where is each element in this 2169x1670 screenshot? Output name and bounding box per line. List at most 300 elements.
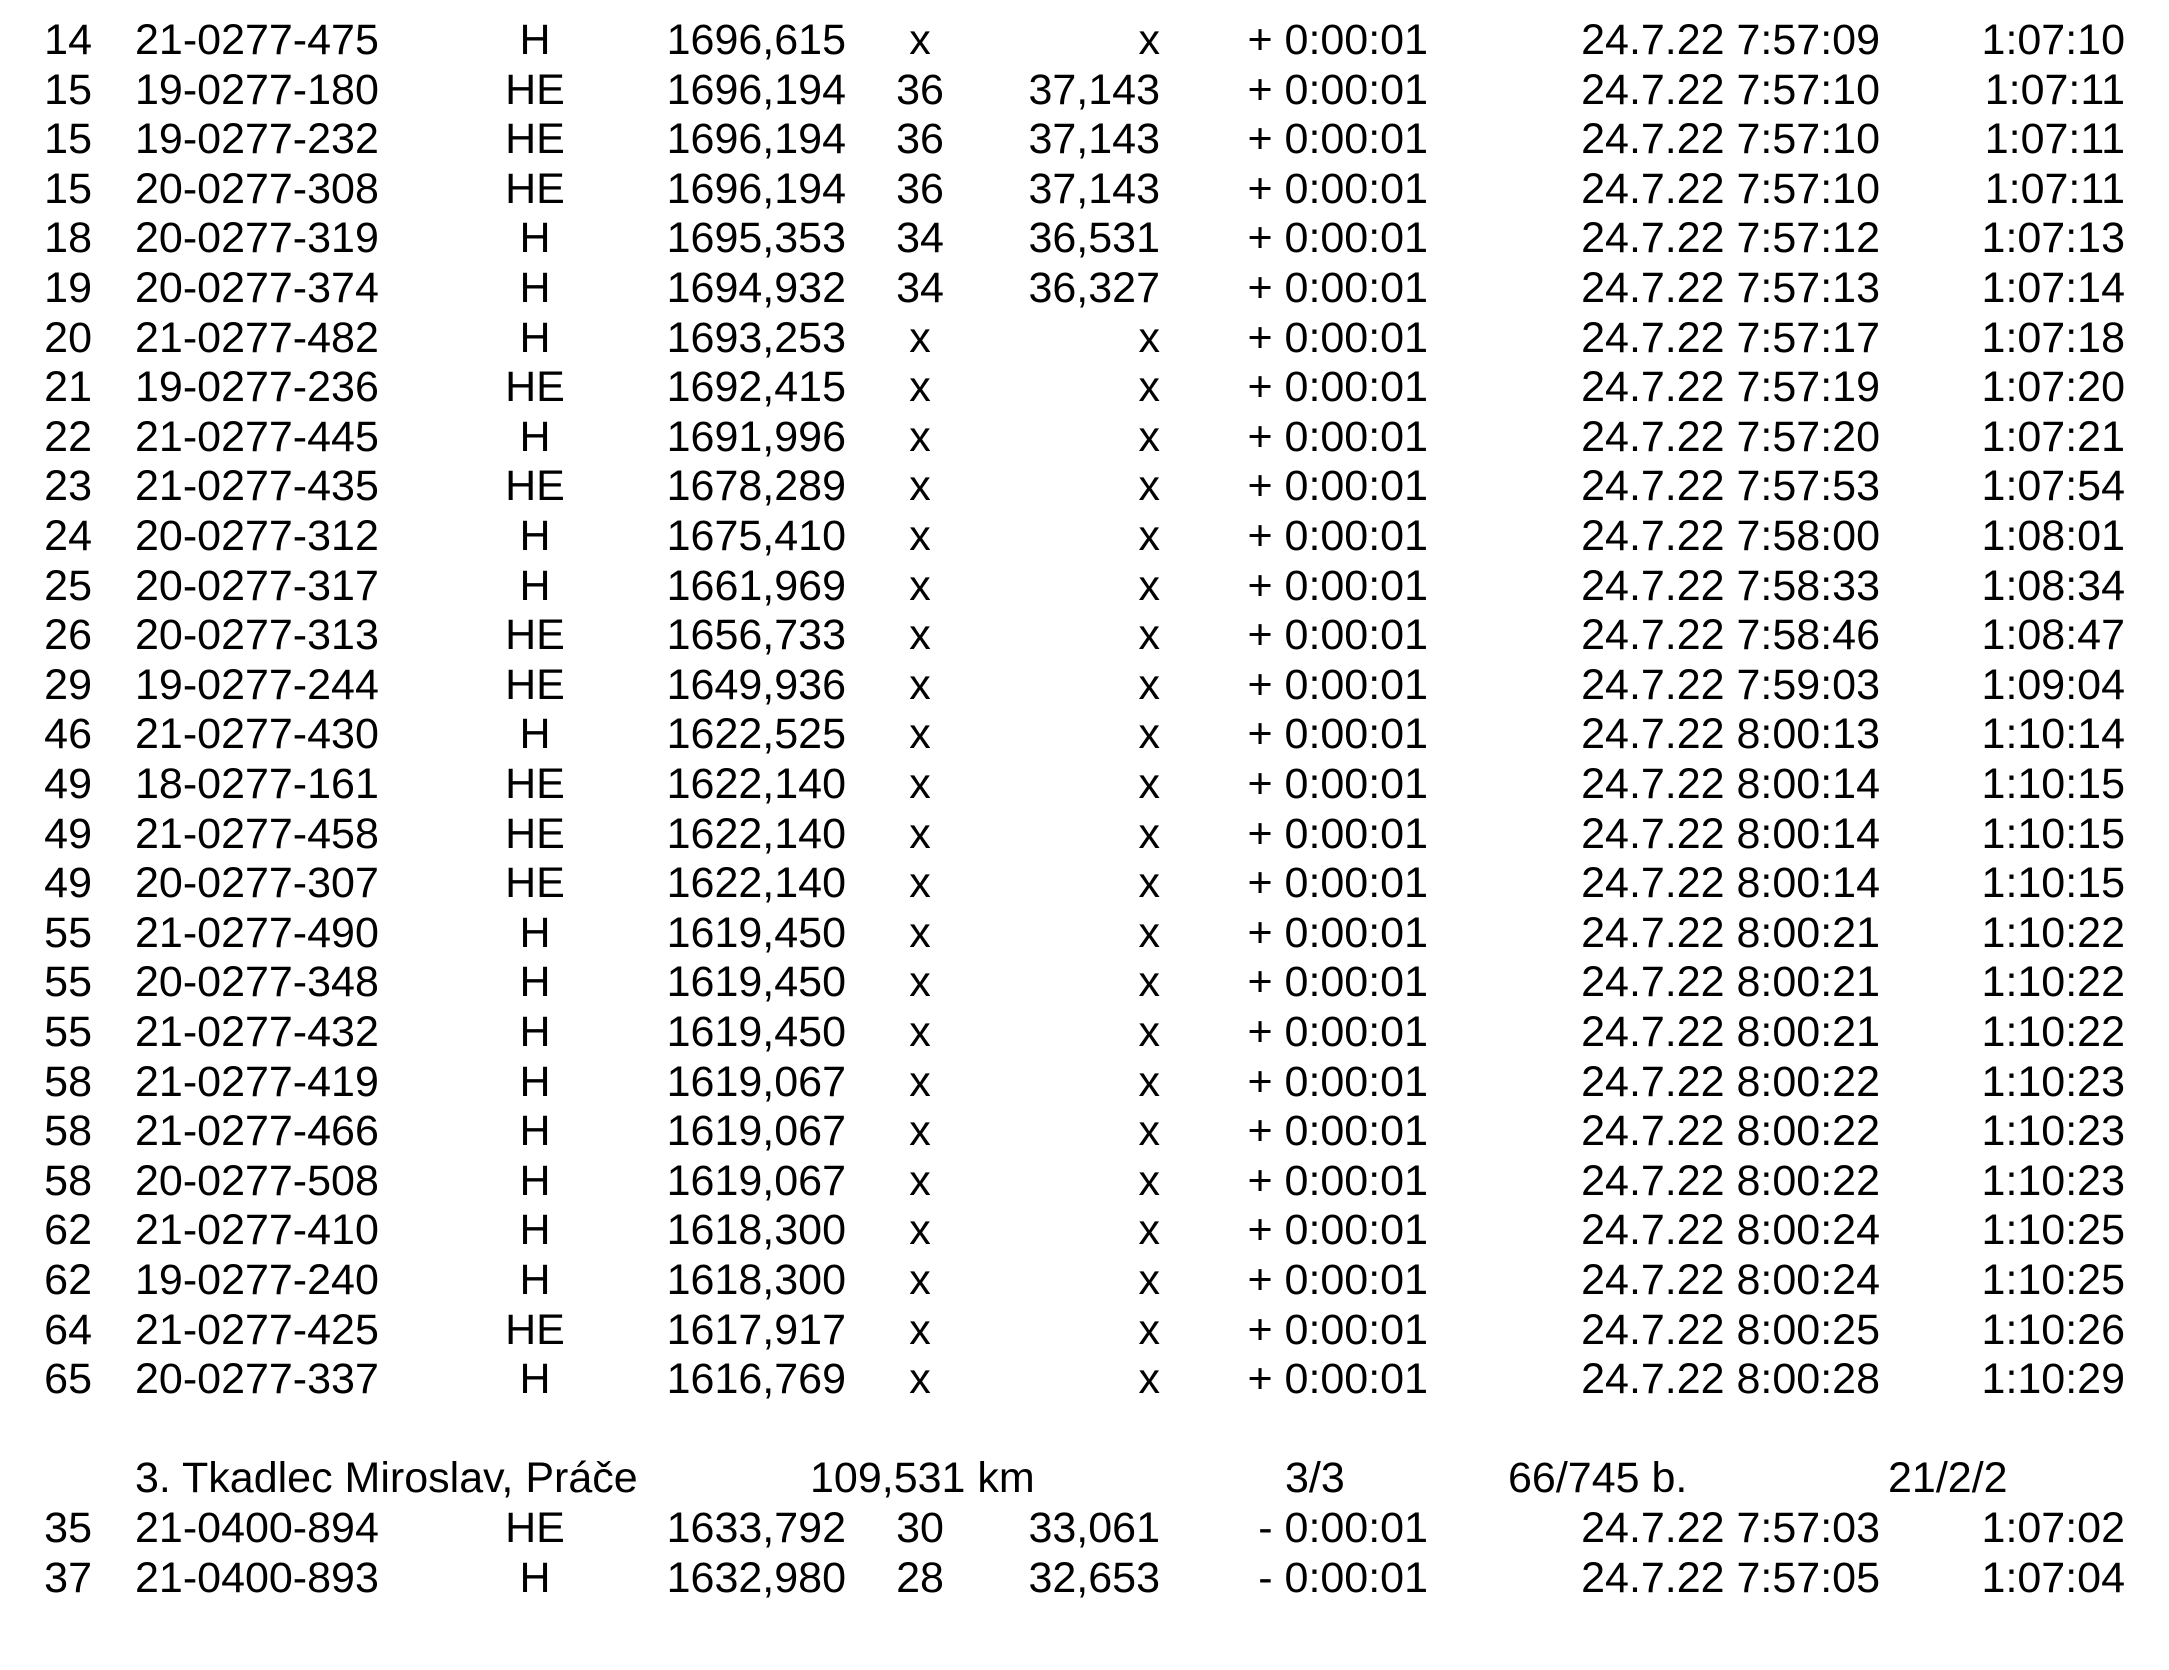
time-diff-cell: + 0:00:01 — [1247, 611, 1428, 660]
flight-time-cell: 1:07:11 — [1984, 65, 2125, 114]
table-row — [0, 64, 2169, 116]
time-diff-cell: + 0:00:01 — [1247, 958, 1428, 1007]
sex-cell: H — [519, 313, 551, 362]
points-cell: 37,143 — [1028, 115, 1160, 164]
time-diff-cell: + 0:00:01 — [1247, 1057, 1428, 1106]
points-cell: x — [1138, 958, 1160, 1007]
speed-cell: 1691,996 — [666, 412, 846, 461]
speed-cell: 1696,615 — [666, 16, 846, 64]
sex-cell: H — [519, 512, 551, 560]
coefficient-cell: 34 — [896, 214, 944, 263]
speed-cell: 1618,300 — [666, 1256, 846, 1304]
points-cell: x — [1138, 1107, 1160, 1156]
rank-cell: 15 — [44, 164, 92, 213]
rank-cell: 49 — [44, 809, 92, 858]
rank-cell: 24 — [44, 512, 92, 560]
ring-number-cell: 19-0277-240 — [135, 1256, 379, 1304]
ring-number-cell: 21-0277-482 — [135, 313, 379, 362]
flight-time-cell: 1:10:22 — [1981, 908, 2125, 957]
flight-time-cell: 1:07:21 — [1981, 412, 2125, 461]
arrival-time-cell: 24.7.22 7:57:10 — [1581, 65, 1880, 114]
table-row — [0, 956, 2169, 1008]
table-row — [0, 113, 2169, 165]
points-cell: x — [1138, 412, 1160, 461]
arrival-time-cell: 24.7.22 7:57:13 — [1581, 264, 1880, 312]
breeder-distance: 109,531 km — [810, 1454, 1035, 1503]
time-diff-cell: - 0:00:01 — [1258, 1504, 1428, 1552]
ring-number-cell: 20-0277-374 — [135, 264, 379, 312]
rank-cell: 49 — [44, 859, 92, 908]
sex-cell: HE — [505, 1305, 565, 1354]
rank-cell: 37 — [44, 1553, 92, 1602]
sex-cell: HE — [505, 660, 565, 709]
rank-cell: 55 — [44, 958, 92, 1007]
points-cell: x — [1138, 1256, 1160, 1304]
sex-cell: HE — [505, 65, 565, 114]
arrival-time-cell: 24.7.22 7:58:00 — [1581, 512, 1880, 560]
time-diff-cell: + 0:00:01 — [1247, 1206, 1428, 1255]
flight-time-cell: 1:10:25 — [1981, 1256, 2125, 1304]
flight-time-cell: 1:07:14 — [1981, 264, 2125, 312]
rank-cell: 65 — [44, 1355, 92, 1404]
table-row — [0, 411, 2169, 463]
breeder-count: 3/3 — [1285, 1454, 1345, 1503]
table-row — [0, 14, 2169, 66]
table-row — [0, 510, 2169, 562]
table-row — [0, 758, 2169, 810]
arrival-time-cell: 24.7.22 8:00:14 — [1581, 809, 1880, 858]
arrival-time-cell: 24.7.22 7:59:03 — [1581, 660, 1880, 709]
points-cell: 37,143 — [1028, 65, 1160, 114]
points-cell: x — [1138, 1008, 1160, 1056]
arrival-time-cell: 24.7.22 8:00:21 — [1581, 1008, 1880, 1056]
speed-cell: 1619,067 — [666, 1156, 846, 1205]
rank-cell: 64 — [44, 1305, 92, 1354]
ring-number-cell: 19-0277-236 — [135, 363, 379, 412]
coefficient-cell: x — [909, 760, 931, 808]
ring-number-cell: 21-0277-435 — [135, 462, 379, 511]
speed-cell: 1622,140 — [666, 809, 846, 858]
points-cell: x — [1138, 16, 1160, 64]
coefficient-cell: x — [909, 660, 931, 709]
sex-cell: H — [519, 1156, 551, 1205]
arrival-time-cell: 24.7.22 8:00:14 — [1581, 859, 1880, 908]
points-cell: x — [1138, 512, 1160, 560]
arrival-time-cell: 24.7.22 7:57:10 — [1581, 164, 1880, 213]
coefficient-cell: x — [909, 908, 931, 957]
breeder-name: 3. Tkadlec Miroslav, Práče — [135, 1454, 638, 1503]
time-diff-cell: - 0:00:01 — [1258, 1553, 1428, 1602]
speed-cell: 1675,410 — [666, 512, 846, 560]
coefficient-cell: x — [909, 313, 931, 362]
flight-time-cell: 1:07:11 — [1984, 164, 2125, 213]
arrival-time-cell: 24.7.22 8:00:21 — [1581, 908, 1880, 957]
sex-cell: H — [519, 1008, 551, 1056]
time-diff-cell: + 0:00:01 — [1247, 1008, 1428, 1056]
speed-cell: 1696,194 — [666, 164, 846, 213]
rank-cell: 58 — [44, 1156, 92, 1205]
table-row — [0, 1353, 2169, 1405]
table-row — [0, 560, 2169, 612]
table-row — [0, 808, 2169, 860]
table-row — [0, 1502, 2169, 1554]
coefficient-cell: x — [909, 412, 931, 461]
table-row — [0, 212, 2169, 264]
sex-cell: H — [519, 1256, 551, 1304]
time-diff-cell: + 0:00:01 — [1247, 1156, 1428, 1205]
arrival-time-cell: 24.7.22 8:00:22 — [1581, 1057, 1880, 1106]
ring-number-cell: 21-0277-425 — [135, 1305, 379, 1354]
arrival-time-cell: 24.7.22 8:00:28 — [1581, 1355, 1880, 1404]
rank-cell: 62 — [44, 1256, 92, 1304]
rank-cell: 23 — [44, 462, 92, 511]
ring-number-cell: 21-0277-430 — [135, 710, 379, 759]
table-row — [0, 163, 2169, 215]
speed-cell: 1656,733 — [666, 611, 846, 660]
arrival-time-cell: 24.7.22 8:00:24 — [1581, 1256, 1880, 1304]
points-cell: 36,327 — [1028, 264, 1160, 312]
speed-cell: 1618,300 — [666, 1206, 846, 1255]
table-row — [0, 312, 2169, 364]
ring-number-cell: 21-0277-419 — [135, 1057, 379, 1106]
points-cell: x — [1138, 710, 1160, 759]
coefficient-cell: 36 — [896, 65, 944, 114]
time-diff-cell: + 0:00:01 — [1247, 1355, 1428, 1404]
time-diff-cell: + 0:00:01 — [1247, 859, 1428, 908]
ring-number-cell: 20-0277-348 — [135, 958, 379, 1007]
sex-cell: HE — [505, 809, 565, 858]
ring-number-cell: 18-0277-161 — [135, 760, 379, 808]
rank-cell: 22 — [44, 412, 92, 461]
points-cell: x — [1138, 1206, 1160, 1255]
time-diff-cell: + 0:00:01 — [1247, 561, 1428, 610]
sex-cell: H — [519, 1107, 551, 1156]
flight-time-cell: 1:10:23 — [1981, 1057, 2125, 1106]
arrival-time-cell: 24.7.22 8:00:13 — [1581, 710, 1880, 759]
arrival-time-cell: 24.7.22 7:57:53 — [1581, 462, 1880, 511]
ring-number-cell: 21-0277-432 — [135, 1008, 379, 1056]
arrival-time-cell: 24.7.22 8:00:22 — [1581, 1107, 1880, 1156]
ring-number-cell: 20-0277-319 — [135, 214, 379, 263]
table-row — [0, 1204, 2169, 1256]
ring-number-cell: 21-0277-458 — [135, 809, 379, 858]
flight-time-cell: 1:07:18 — [1981, 313, 2125, 362]
ring-number-cell: 21-0277-410 — [135, 1206, 379, 1255]
table-row — [0, 361, 2169, 413]
sex-cell: H — [519, 958, 551, 1007]
rank-cell: 58 — [44, 1057, 92, 1106]
coefficient-cell: x — [909, 1057, 931, 1106]
rank-cell: 25 — [44, 561, 92, 610]
ring-number-cell: 19-0277-232 — [135, 115, 379, 164]
sex-cell: H — [519, 1553, 551, 1602]
flight-time-cell: 1:10:15 — [1981, 859, 2125, 908]
rank-cell: 55 — [44, 908, 92, 957]
sex-cell: HE — [505, 1504, 565, 1552]
speed-cell: 1678,289 — [666, 462, 846, 511]
speed-cell: 1692,415 — [666, 363, 846, 412]
coefficient-cell: x — [909, 611, 931, 660]
sex-cell: H — [519, 1355, 551, 1404]
rank-cell: 35 — [44, 1504, 92, 1552]
coefficient-cell: x — [909, 363, 931, 412]
coefficient-cell: x — [909, 859, 931, 908]
points-cell: x — [1138, 760, 1160, 808]
time-diff-cell: + 0:00:01 — [1247, 660, 1428, 709]
points-cell: x — [1138, 1355, 1160, 1404]
arrival-time-cell: 24.7.22 7:57:17 — [1581, 313, 1880, 362]
coefficient-cell: 34 — [896, 264, 944, 312]
time-diff-cell: + 0:00:01 — [1247, 264, 1428, 312]
flight-time-cell: 1:07:20 — [1981, 363, 2125, 412]
points-cell: 32,653 — [1028, 1553, 1160, 1602]
speed-cell: 1622,525 — [666, 710, 846, 759]
coefficient-cell: 36 — [896, 164, 944, 213]
flight-time-cell: 1:07:13 — [1981, 214, 2125, 263]
speed-cell: 1619,067 — [666, 1107, 846, 1156]
speed-cell: 1619,450 — [666, 958, 846, 1007]
flight-time-cell: 1:10:23 — [1981, 1107, 2125, 1156]
time-diff-cell: + 0:00:01 — [1247, 809, 1428, 858]
arrival-time-cell: 24.7.22 7:57:09 — [1581, 16, 1880, 64]
flight-time-cell: 1:10:29 — [1981, 1355, 2125, 1404]
speed-cell: 1693,253 — [666, 313, 846, 362]
time-diff-cell: + 0:00:01 — [1247, 115, 1428, 164]
time-diff-cell: + 0:00:01 — [1247, 1107, 1428, 1156]
sex-cell: H — [519, 412, 551, 461]
coefficient-cell: x — [909, 1355, 931, 1404]
coefficient-cell: x — [909, 1206, 931, 1255]
sex-cell: HE — [505, 760, 565, 808]
rank-cell: 15 — [44, 115, 92, 164]
table-row — [0, 708, 2169, 760]
ring-number-cell: 19-0277-244 — [135, 660, 379, 709]
ring-number-cell: 20-0277-313 — [135, 611, 379, 660]
time-diff-cell: + 0:00:01 — [1247, 512, 1428, 560]
table-row — [0, 262, 2169, 314]
coefficient-cell: x — [909, 958, 931, 1007]
points-cell: x — [1138, 859, 1160, 908]
rank-cell: 19 — [44, 264, 92, 312]
flight-time-cell: 1:07:11 — [1984, 115, 2125, 164]
flight-time-cell: 1:10:25 — [1981, 1206, 2125, 1255]
coefficient-cell: 36 — [896, 115, 944, 164]
arrival-time-cell: 24.7.22 7:57:05 — [1581, 1553, 1880, 1602]
arrival-time-cell: 24.7.22 7:57:12 — [1581, 214, 1880, 263]
arrival-time-cell: 24.7.22 7:57:10 — [1581, 115, 1880, 164]
arrival-time-cell: 24.7.22 8:00:25 — [1581, 1305, 1880, 1354]
flight-time-cell: 1:08:34 — [1981, 561, 2125, 610]
arrival-time-cell: 24.7.22 7:57:20 — [1581, 412, 1880, 461]
sex-cell: H — [519, 908, 551, 957]
sex-cell: HE — [505, 859, 565, 908]
time-diff-cell: + 0:00:01 — [1247, 1305, 1428, 1354]
ring-number-cell: 21-0400-894 — [135, 1504, 379, 1552]
points-cell: x — [1138, 462, 1160, 511]
coefficient-cell: x — [909, 462, 931, 511]
coefficient-cell: x — [909, 16, 931, 64]
ring-number-cell: 20-0277-508 — [135, 1156, 379, 1205]
speed-cell: 1695,353 — [666, 214, 846, 263]
time-diff-cell: + 0:00:01 — [1247, 462, 1428, 511]
speed-cell: 1649,936 — [666, 660, 846, 709]
sex-cell: HE — [505, 115, 565, 164]
coefficient-cell: x — [909, 809, 931, 858]
breeder-header — [0, 1452, 2169, 1504]
speed-cell: 1661,969 — [666, 561, 846, 610]
flight-time-cell: 1:10:23 — [1981, 1156, 2125, 1205]
table-row — [0, 1552, 2169, 1604]
flight-time-cell: 1:07:04 — [1981, 1553, 2125, 1602]
ring-number-cell: 19-0277-180 — [135, 65, 379, 114]
ring-number-cell: 20-0277-308 — [135, 164, 379, 213]
points-cell: 33,061 — [1028, 1504, 1160, 1552]
flight-time-cell: 1:10:22 — [1981, 1008, 2125, 1056]
sex-cell: H — [519, 264, 551, 312]
coefficient-cell: x — [909, 1156, 931, 1205]
flight-time-cell: 1:07:02 — [1981, 1504, 2125, 1552]
rank-cell: 18 — [44, 214, 92, 263]
time-diff-cell: + 0:00:01 — [1247, 363, 1428, 412]
table-row — [0, 460, 2169, 512]
arrival-time-cell: 24.7.22 8:00:14 — [1581, 760, 1880, 808]
ring-number-cell: 21-0277-466 — [135, 1107, 379, 1156]
time-diff-cell: + 0:00:01 — [1247, 908, 1428, 957]
time-diff-cell: + 0:00:01 — [1247, 412, 1428, 461]
speed-cell: 1616,769 — [666, 1355, 846, 1404]
points-cell: x — [1138, 1305, 1160, 1354]
table-row — [0, 1006, 2169, 1058]
time-diff-cell: + 0:00:01 — [1247, 214, 1428, 263]
sex-cell: H — [519, 1206, 551, 1255]
sex-cell: H — [519, 214, 551, 263]
time-diff-cell: + 0:00:01 — [1247, 760, 1428, 808]
table-row — [0, 907, 2169, 959]
rank-cell: 62 — [44, 1206, 92, 1255]
coefficient-cell: x — [909, 1107, 931, 1156]
flight-time-cell: 1:10:14 — [1981, 710, 2125, 759]
rank-cell: 49 — [44, 760, 92, 808]
ring-number-cell: 21-0277-490 — [135, 908, 379, 957]
sex-cell: HE — [505, 363, 565, 412]
speed-cell: 1696,194 — [666, 65, 846, 114]
speed-cell: 1633,792 — [666, 1504, 846, 1552]
rank-cell: 14 — [44, 16, 92, 64]
time-diff-cell: + 0:00:01 — [1247, 16, 1428, 64]
breeder-points: 66/745 b. — [1508, 1454, 1688, 1503]
coefficient-cell: x — [909, 1305, 931, 1354]
table-row — [0, 1105, 2169, 1157]
arrival-time-cell: 24.7.22 8:00:22 — [1581, 1156, 1880, 1205]
sex-cell: H — [519, 561, 551, 610]
speed-cell: 1622,140 — [666, 760, 846, 808]
sex-cell: H — [519, 710, 551, 759]
arrival-time-cell: 24.7.22 7:57:19 — [1581, 363, 1880, 412]
rank-cell: 21 — [44, 363, 92, 412]
speed-cell: 1619,450 — [666, 1008, 846, 1056]
table-row — [0, 1056, 2169, 1108]
coefficient-cell: x — [909, 710, 931, 759]
points-cell: 37,143 — [1028, 164, 1160, 213]
sex-cell: HE — [505, 462, 565, 511]
ring-number-cell: 20-0277-312 — [135, 512, 379, 560]
table-row — [0, 857, 2169, 909]
flight-time-cell: 1:10:15 — [1981, 809, 2125, 858]
points-cell: x — [1138, 809, 1160, 858]
flight-time-cell: 1:09:04 — [1981, 660, 2125, 709]
sex-cell: HE — [505, 164, 565, 213]
arrival-time-cell: 24.7.22 8:00:21 — [1581, 958, 1880, 1007]
ring-number-cell: 21-0277-445 — [135, 412, 379, 461]
ring-number-cell: 20-0277-337 — [135, 1355, 379, 1404]
arrival-time-cell: 24.7.22 7:57:03 — [1581, 1504, 1880, 1552]
arrival-time-cell: 24.7.22 7:58:33 — [1581, 561, 1880, 610]
flight-time-cell: 1:07:10 — [1981, 16, 2125, 64]
breeder-ratio: 21/2/2 — [1888, 1454, 2008, 1503]
points-cell: x — [1138, 1057, 1160, 1106]
speed-cell: 1694,932 — [666, 264, 846, 312]
rank-cell: 20 — [44, 313, 92, 362]
coefficient-cell: x — [909, 561, 931, 610]
coefficient-cell: x — [909, 1256, 931, 1304]
time-diff-cell: + 0:00:01 — [1247, 65, 1428, 114]
points-cell: x — [1138, 908, 1160, 957]
speed-cell: 1632,980 — [666, 1553, 846, 1602]
points-cell: x — [1138, 660, 1160, 709]
points-cell: x — [1138, 611, 1160, 660]
table-row — [0, 1254, 2169, 1306]
speed-cell: 1696,194 — [666, 115, 846, 164]
flight-time-cell: 1:07:54 — [1981, 462, 2125, 511]
rank-cell: 26 — [44, 611, 92, 660]
time-diff-cell: + 0:00:01 — [1247, 164, 1428, 213]
flight-time-cell: 1:10:15 — [1981, 760, 2125, 808]
rank-cell: 55 — [44, 1008, 92, 1056]
coefficient-cell: x — [909, 512, 931, 560]
points-cell: x — [1138, 1156, 1160, 1205]
table-row — [0, 609, 2169, 661]
speed-cell: 1619,450 — [666, 908, 846, 957]
sex-cell: H — [519, 16, 551, 64]
sex-cell: H — [519, 1057, 551, 1106]
ring-number-cell: 21-0400-893 — [135, 1553, 379, 1602]
coefficient-cell: 28 — [896, 1553, 944, 1602]
rank-cell: 58 — [44, 1107, 92, 1156]
speed-cell: 1617,917 — [666, 1305, 846, 1354]
points-cell: 36,531 — [1028, 214, 1160, 263]
coefficient-cell: x — [909, 1008, 931, 1056]
table-row — [0, 1155, 2169, 1207]
arrival-time-cell: 24.7.22 7:58:46 — [1581, 611, 1880, 660]
ring-number-cell: 20-0277-317 — [135, 561, 379, 610]
sex-cell: HE — [505, 611, 565, 660]
points-cell: x — [1138, 561, 1160, 610]
speed-cell: 1619,067 — [666, 1057, 846, 1106]
table-row — [0, 1304, 2169, 1356]
speed-cell: 1622,140 — [666, 859, 846, 908]
table-row — [0, 659, 2169, 711]
points-cell: x — [1138, 313, 1160, 362]
time-diff-cell: + 0:00:01 — [1247, 1256, 1428, 1304]
points-cell: x — [1138, 363, 1160, 412]
rank-cell: 29 — [44, 660, 92, 709]
rank-cell: 15 — [44, 65, 92, 114]
ring-number-cell: 20-0277-307 — [135, 859, 379, 908]
flight-time-cell: 1:10:26 — [1981, 1305, 2125, 1354]
coefficient-cell: 30 — [896, 1504, 944, 1552]
rank-cell: 46 — [44, 710, 92, 759]
flight-time-cell: 1:10:22 — [1981, 958, 2125, 1007]
